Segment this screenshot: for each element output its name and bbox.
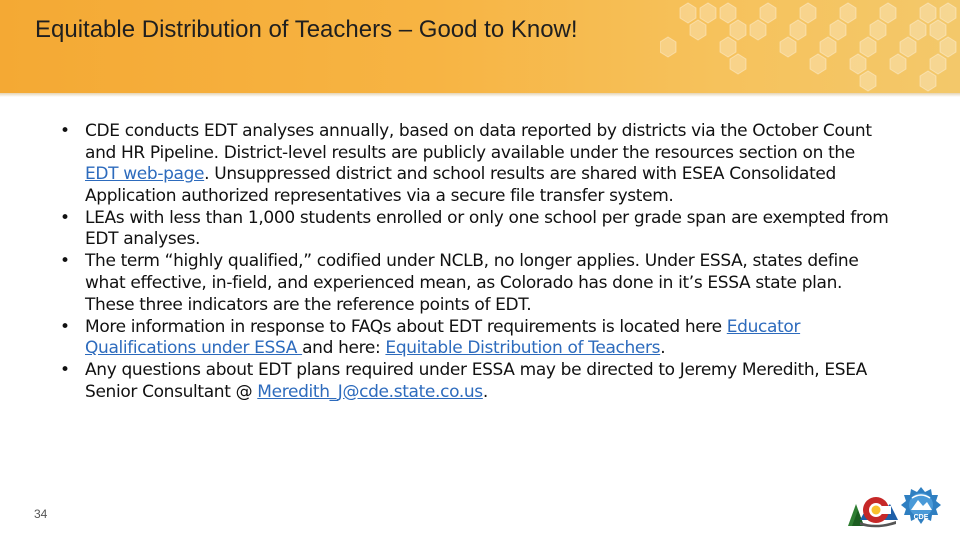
honeycomb-pattern-icon bbox=[660, 0, 960, 93]
bullet-item-contact: • Any questions about EDT plans required under ESSA may be directed to Jeremy Meredith, ESEA Senior Consultant @ Meredith_J@cde.state.co.us. bbox=[60, 360, 890, 403]
bullet-item-more-information: • More information in response to FAQs about EDT requirements is located here Educator Qualifications under ESSA and here: Equitable Distribution of Teachers. bbox=[60, 317, 890, 360]
bullet-list bbox=[60, 121, 890, 403]
bullet-item-exemptions: • LEAs with less than 1,000 students enrolled or only one school per grade span are exempted from EDT analyses. bbox=[60, 208, 890, 251]
cde-logo-text: CDE bbox=[913, 514, 929, 521]
edt-web-page-link[interactable]: EDT web-page bbox=[85, 164, 205, 185]
title-banner bbox=[0, 0, 960, 93]
slide-body bbox=[60, 121, 890, 404]
slide-title: Equitable Distribution of Teachers – Good to Know! bbox=[35, 16, 578, 43]
equitable-distribution-link[interactable]: Equitable Distribution of Teachers bbox=[385, 338, 661, 359]
bullet-item-edt-analyses: • CDE conducts EDT analyses annually, based on data reported by districts via the October Count and HR Pipeline. District-level results are publicly available under the resources section on the EDT web-page. Unsuppressed district and school results are shared with ESEA Consolidated Application authorized representatives via a secure file transfer system. bbox=[60, 121, 890, 207]
cde-logo-icon bbox=[900, 486, 942, 528]
colorado-logo-icon bbox=[846, 484, 898, 528]
title-banner-shadow bbox=[0, 93, 960, 97]
page-number: 34 bbox=[34, 507, 48, 521]
contact-email-link[interactable]: Meredith_J@cde.state.co.us bbox=[257, 381, 483, 402]
bullet-item-highly-qualified: • The term “highly qualified,” codified under NCLB, no longer applies. Under ESSA, states define what effective, in-field, and experienced mean, as Colorado has done in it’s ESSA state plan. These three indicators are the reference points of EDT. bbox=[60, 251, 890, 316]
educator-qualifications-link[interactable]: Educator Qualifications under ESSA bbox=[85, 316, 801, 359]
